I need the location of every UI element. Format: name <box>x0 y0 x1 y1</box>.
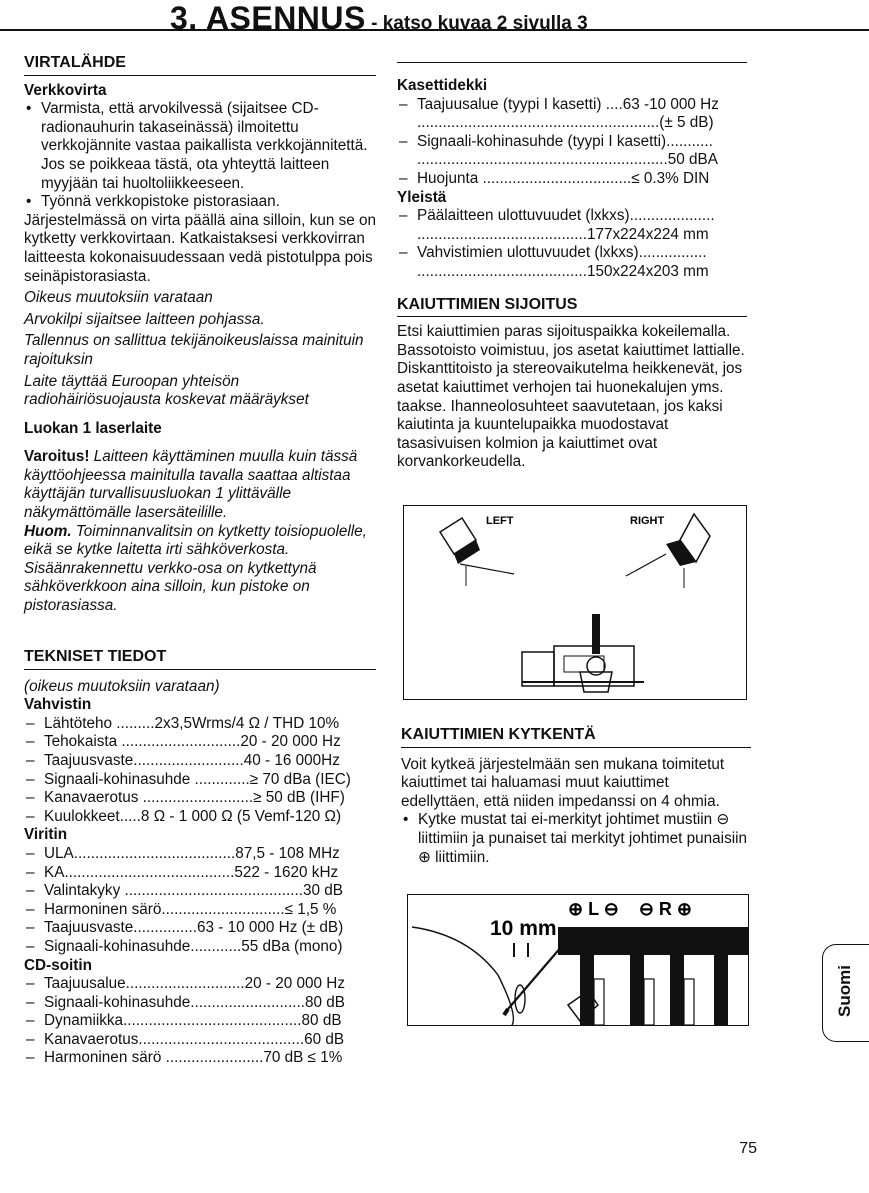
spec-row: – KA........................................522 - 1620 kHz <box>24 864 376 883</box>
listener-icon <box>580 614 612 692</box>
spec-list-vahvistin <box>24 715 376 827</box>
subheading-verkkovirta: Verkkovirta <box>24 81 107 99</box>
group-title-vahvistin: Vahvistin <box>24 696 92 714</box>
left-label: LEFT <box>486 515 514 527</box>
page-title <box>170 0 588 37</box>
list-item: • Kytke mustat tai ei-merkityt johtimet mustiin ⊖ liittimiin ja punaiset tai merkityt johtimet punaisiin ⊕ liittimiin. <box>401 811 751 867</box>
warning-label: Varoitus! <box>24 448 90 466</box>
group-title-viritin: Viritin <box>24 826 68 844</box>
note-text: Toiminnanvalitsin on kytketty toisiopuolelle, eikä se kytke laitetta irti sähköverkosta. Sisäänrakennettu verkko-osa on kytkettynä sähköverkkoon aina silloin, kun pistoke on pistorasiassa. <box>24 522 367 615</box>
placement-illustration <box>404 506 746 699</box>
specs-note: (oikeus muutoksiin varataan) <box>24 677 220 695</box>
spec-row: – Taajuusvaste..........................40 - 16 000Hz <box>24 752 376 771</box>
italic-note-4: Laite täyttää Euroopan yhteisön radiohäiriösuojausta koskevat määräykset <box>24 372 309 409</box>
spec-row: – Harmoninen särö.............................≤ 1,5 % <box>24 901 376 920</box>
spec-row: – Signaali-kohinasuhde .............≥ 70 dBa (IEC) <box>24 771 376 790</box>
warning-paragraph <box>24 448 376 522</box>
spec-row-line: .........................................................(± 5 dB) <box>417 114 714 132</box>
section-heading-tekniset: TEKNISET TIEDOT <box>24 648 376 670</box>
terminal-labels: ⊕ L ⊖ ⊖ R ⊕ <box>568 899 693 919</box>
spec-row <box>397 133 747 170</box>
spec-list-kasetti <box>397 96 747 189</box>
section-heading-kytkenta: KAIUTTIMIEN KYTKENTÄ <box>401 726 751 748</box>
spec-row-line: ........................................150x224x203 mm <box>417 262 709 280</box>
spec-row <box>397 207 747 244</box>
connection-illustration <box>408 895 748 1025</box>
left-column <box>24 54 376 616</box>
title-main: 3. ASENNUS <box>170 0 366 36</box>
spec-row-line: ........................................177x224x224 mm <box>417 225 709 243</box>
paragraph-kytkenta: Voit kytkeä järjestelmään sen mukana toimitetut kaiuttimet tai haluamasi muut kaiuttimet edellyttäen, että niiden impedanssi on 4 ohmia. <box>401 755 725 810</box>
spec-row-line: – Huojunta ...................................≤ 0.3% DIN <box>417 169 710 187</box>
spec-row: – Lähtöteho .........2x3,5Wrms/4 Ω / THD 10% <box>24 715 376 734</box>
speaker-connection-figure <box>407 894 749 1026</box>
group-title-cd: CD-soitin <box>24 956 92 974</box>
left-speaker-icon <box>440 518 514 586</box>
right-top-rule <box>397 62 747 77</box>
italic-note-3: Tallennus on sallittua tekijänoikeuslaissa mainituin rajoituksin <box>24 332 364 368</box>
subheading-kasettidekki: Kasettidekki <box>397 77 488 94</box>
spec-row: – Kuulokkeet.....8 Ω - 1 000 Ω (5 Vemf-120 Ω) <box>24 808 376 827</box>
section-heading-virtalahde: VIRTALÄHDE <box>24 54 376 76</box>
spec-row-line: ...........................................................50 dBA <box>417 151 718 169</box>
paragraph-power: Järjestelmässä on virta päällä aina silloin, kun se on kytketty verkkovirtaan. Katkaistaksesi verkkovirran laitteesta kokonaisuudessaan vedä pistotulppa pois seinäpistorasiasta. <box>24 211 377 285</box>
stereo-system-icon <box>522 646 644 686</box>
connection-bullets <box>401 811 751 867</box>
power-bullets <box>24 100 376 212</box>
note-label: Huom. <box>24 522 72 540</box>
speaker-placement-figure <box>403 505 747 700</box>
spec-row-line: – Signaali-kohinasuhde (tyypi I kasetti)........... <box>417 132 713 150</box>
page-header <box>0 0 869 40</box>
language-tab-label: Suomi <box>835 965 854 1017</box>
spec-row: – Tehokaista ............................20 - 20 000 Hz <box>24 733 376 752</box>
italic-note-1: Oikeus muutoksiin varataan <box>24 289 213 307</box>
subheading-yleista: Yleistä <box>397 188 447 206</box>
note-paragraph <box>24 523 376 616</box>
paragraph-sijoitus: Etsi kaiuttimien paras sijoituspaikka kokeilemalla. Bassotoisto voimistuu, jos asetat kaiuttimet lattialle. Diskanttitoisto ja stereovaikutelma heikkenevät, jos asetat kaiuttimet verhojen tai huonekalujen yms. taakse. Ihanneolosuhteet saavutetaan, jos kaksi kaiutinta ja kuuntelupaikka muodostavat tasasivuisen kolmion ja kaiuttimet ovat korvankorkeudella. <box>397 323 745 471</box>
spec-row-line: – Päälaitteen ulottuvuudet (lxkxs).................... <box>417 207 715 225</box>
list-item: • Työnnä verkkopistoke pistorasiaan. <box>24 193 376 212</box>
language-tab <box>822 944 869 1042</box>
wire-icon <box>412 927 568 1025</box>
laser-heading: Luokan 1 laserlaite <box>24 419 162 437</box>
spec-list-cd <box>24 975 376 1068</box>
list-item: • Varmista, että arvokilvessä (sijaitsee CD-radionauhurin takaseinässä) ilmoitettu verkkojännite vastaa paikallista verkkojännitettä. Jos se poikkeaa tästä, ota yhteyttä laitteen myyjään tai huoltoliikkeeseen. <box>24 100 376 193</box>
spec-row: – Signaali-kohinasuhde............55 dBa (mono) <box>24 938 376 957</box>
spec-row: – Kanavaerotus.......................................60 dB <box>24 1031 376 1050</box>
right-column <box>397 62 747 472</box>
spec-row: – Dynamiikka..........................................80 dB <box>24 1012 376 1031</box>
spec-row: – Harmoninen särö .......................70 dB ≤ 1% <box>24 1049 376 1068</box>
spec-row: – Signaali-kohinasuhde...........................80 dB <box>24 994 376 1013</box>
spec-row <box>397 96 747 133</box>
specs-column <box>24 648 376 1068</box>
spec-row-line: – Taajuusalue (tyypi I kasetti) ....63 -10 000 Hz <box>417 95 719 113</box>
kytkenta-section <box>401 726 751 867</box>
spec-row: – Taajuusalue............................20 - 20 000 Hz <box>24 975 376 994</box>
spec-list-yleista <box>397 207 747 281</box>
spec-row: – Taajuusvaste...............63 - 10 000 Hz (± dB) <box>24 919 376 938</box>
spec-row <box>397 244 747 281</box>
italic-note-2: Arvokilpi sijaitsee laitteen pohjassa. <box>24 310 265 328</box>
spec-row: – Kanavaerotus ..........................≥ 50 dB (IHF) <box>24 789 376 808</box>
terminal-panel-icon <box>558 917 748 1025</box>
spec-row-line: – Vahvistimien ulottuvuudet (lxkxs)................ <box>417 244 707 262</box>
spec-list-viritin <box>24 845 376 957</box>
spec-row: – ULA......................................87,5 - 108 MHz <box>24 845 376 864</box>
right-label: RIGHT <box>630 515 665 527</box>
spec-row <box>397 170 747 189</box>
strip-length-label: 10 mm <box>490 917 557 940</box>
spec-row: – Valintakyky ..........................................30 dB <box>24 882 376 901</box>
section-heading-sijoitus: KAIUTTIMIEN SIJOITUS <box>397 296 747 318</box>
title-sub: - katso kuvaa 2 sivulla 3 <box>365 13 588 34</box>
page-number: 75 <box>739 1140 757 1157</box>
warning-text: Laitteen käyttäminen muulla kuin tässä käyttöohjeessa mainitulla tavalla saattaa altistaa käyttäjän turvallisuusluokan 1 ylittävälle näkymättömälle lasersäteilille. <box>24 448 358 522</box>
